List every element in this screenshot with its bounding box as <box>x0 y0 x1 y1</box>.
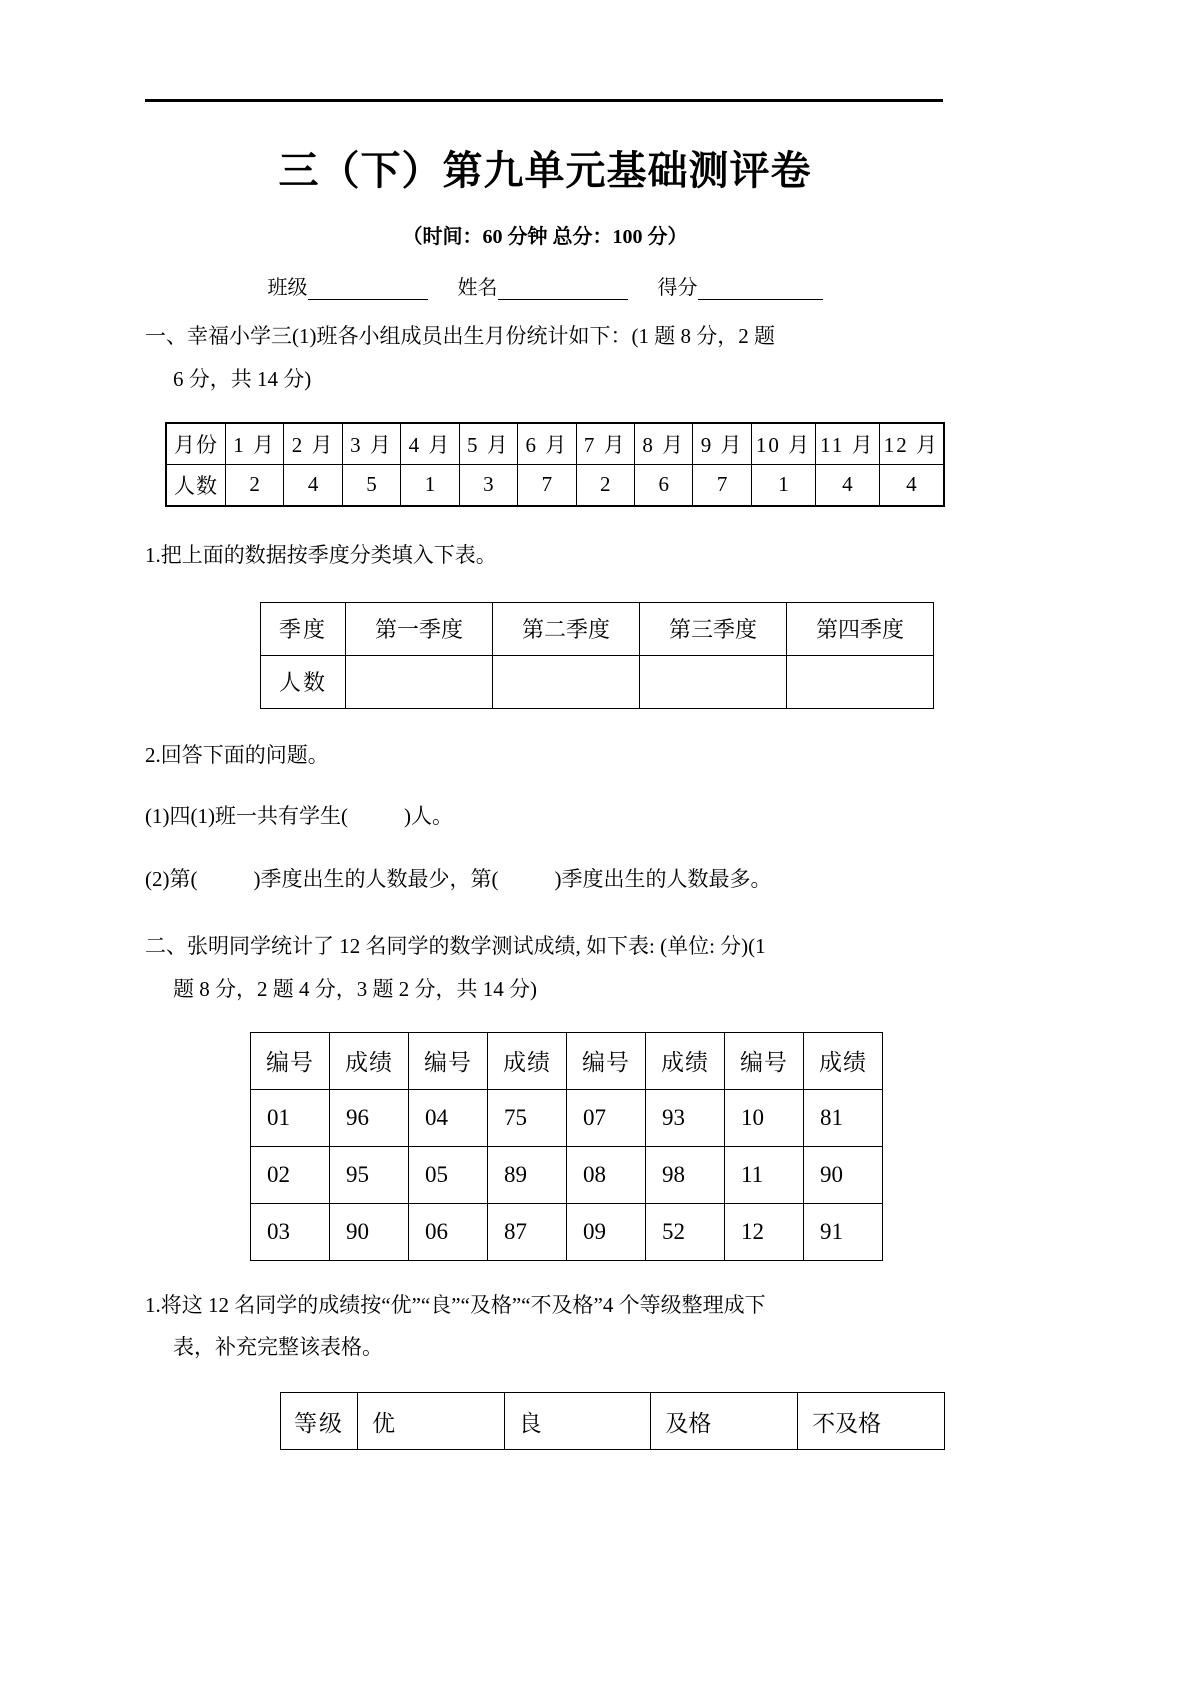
class-input-blank[interactable] <box>308 299 428 300</box>
count-cell: 7 <box>518 464 576 506</box>
class-label: 班级 <box>267 277 308 299</box>
question-2-1-suffix: )人。 <box>403 803 453 828</box>
table-row-counts <box>166 464 944 506</box>
count-cell: 4 <box>879 464 944 506</box>
month-cell: 5 月 <box>459 423 517 465</box>
score-header-cell: 编号 <box>251 1032 330 1089</box>
score-cell: 06 <box>409 1203 488 1260</box>
question-2-2-suffix: )季度出生的人数最多。 <box>554 866 772 891</box>
quarter-fill-table[interactable] <box>260 602 934 709</box>
table-row <box>251 1146 883 1203</box>
table-row <box>251 1089 883 1146</box>
score-cell: 90 <box>804 1146 883 1203</box>
quarter-header-cell: 第二季度 <box>493 602 640 655</box>
month-row-label: 月份 <box>166 423 225 465</box>
page-content <box>145 120 945 1450</box>
question-2-2 <box>145 859 945 900</box>
question-2-1 <box>145 796 945 837</box>
grade-header-cell: 优 <box>357 1393 504 1450</box>
section-two-stem-line-2: 题 8 分，2 题 4 分，3 题 2 分，共 14 分) <box>173 976 537 1001</box>
score-cell: 89 <box>488 1146 567 1203</box>
exam-subtitle: （时间：60 分钟 总分：100 分） <box>402 226 688 248</box>
count-cell: 6 <box>635 464 693 506</box>
count-cell: 2 <box>576 464 634 506</box>
section-two-stem-line-1: 二、张明同学统计了 12 名同学的数学测试成绩, 如下表: (单位: 分)(1 <box>145 933 766 958</box>
score-cell: 04 <box>409 1089 488 1146</box>
month-cell: 7 月 <box>576 423 634 465</box>
score-cell: 91 <box>804 1203 883 1260</box>
count-cell: 2 <box>225 464 283 506</box>
question-2-1-prefix: (1)四(1)班一共有学生( <box>145 803 348 828</box>
quarter-answer-cell[interactable] <box>787 655 934 708</box>
quarter-count-label: 人数 <box>261 655 346 708</box>
score-header-cell: 编号 <box>567 1032 646 1089</box>
month-cell: 6 月 <box>518 423 576 465</box>
month-cell: 11 月 <box>816 423 879 465</box>
month-statistics-table <box>165 422 945 507</box>
section-one-stem-line-1: 一、幸福小学三(1)班各小组成员出生月份统计如下：(1 题 8 分，2 题 <box>145 324 775 348</box>
quarter-header-cell: 第一季度 <box>346 602 493 655</box>
score-header-cell: 成绩 <box>646 1032 725 1089</box>
quarter-header-cell: 第四季度 <box>787 602 934 655</box>
score-cell: 01 <box>251 1089 330 1146</box>
section-two-question-1-line-1: 1.将这 12 名同学的成绩按“优”“良”“及格”“不及格”4 个等级整理成下 <box>145 1292 766 1317</box>
score-cell: 95 <box>330 1146 409 1203</box>
header-rule <box>145 99 943 102</box>
score-cell: 08 <box>567 1146 646 1203</box>
name-input-blank[interactable] <box>498 299 628 300</box>
score-cell: 87 <box>488 1203 567 1260</box>
score-cell: 98 <box>646 1146 725 1203</box>
grade-fill-table[interactable] <box>280 1392 945 1450</box>
count-cell: 1 <box>401 464 459 506</box>
score-cell: 12 <box>725 1203 804 1260</box>
month-cell: 8 月 <box>635 423 693 465</box>
score-input-blank[interactable] <box>698 299 823 300</box>
score-header-cell: 编号 <box>409 1032 488 1089</box>
section-two-question-1-line-2: 表，补充完整该表格。 <box>173 1335 383 1360</box>
score-cell: 05 <box>409 1146 488 1203</box>
score-header-cell: 编号 <box>725 1032 804 1089</box>
month-cell: 2 月 <box>284 423 342 465</box>
score-cell: 52 <box>646 1203 725 1260</box>
score-header-cell: 成绩 <box>330 1032 409 1089</box>
name-label: 姓名 <box>457 277 498 299</box>
month-cell: 9 月 <box>693 423 751 465</box>
month-cell: 10 月 <box>751 423 815 465</box>
score-cell: 90 <box>330 1203 409 1260</box>
month-cell: 3 月 <box>342 423 400 465</box>
score-cell: 02 <box>251 1146 330 1203</box>
count-cell: 3 <box>459 464 517 506</box>
quarter-answer-cell[interactable] <box>640 655 787 708</box>
score-cell: 03 <box>251 1203 330 1260</box>
quarter-answer-cell[interactable] <box>346 655 493 708</box>
score-statistics-table <box>250 1032 883 1261</box>
score-cell: 96 <box>330 1089 409 1146</box>
quarter-header-cell: 第三季度 <box>640 602 787 655</box>
score-cell: 10 <box>725 1089 804 1146</box>
table-row-grade-headers <box>281 1393 945 1450</box>
question-2-2-middle: )季度出生的人数最少，第( <box>253 866 499 891</box>
count-cell: 5 <box>342 464 400 506</box>
month-cell: 1 月 <box>225 423 283 465</box>
count-cell: 7 <box>693 464 751 506</box>
count-cell: 4 <box>284 464 342 506</box>
grade-row-label: 等级 <box>281 1393 358 1450</box>
page-title: 三（下）第九单元基础测评卷 <box>278 148 812 193</box>
quarter-row-label: 季度 <box>261 602 346 655</box>
score-cell: 81 <box>804 1089 883 1146</box>
score-cell: 11 <box>725 1146 804 1203</box>
score-header-cell: 成绩 <box>804 1032 883 1089</box>
table-row-quarter-values <box>261 655 934 708</box>
score-label: 得分 <box>657 277 698 299</box>
score-cell: 07 <box>567 1089 646 1146</box>
section-one-question-2: 2.回答下面的问题。 <box>145 742 329 767</box>
table-row-months <box>166 423 944 465</box>
question-2-2-prefix: (2)第( <box>145 866 198 891</box>
count-row-label: 人数 <box>166 464 225 506</box>
quarter-answer-cell[interactable] <box>493 655 640 708</box>
grade-header-cell: 及格 <box>651 1393 798 1450</box>
month-cell: 12 月 <box>879 423 944 465</box>
score-cell: 09 <box>567 1203 646 1260</box>
grade-header-cell: 良 <box>504 1393 651 1450</box>
table-row-quarter-headers <box>261 602 934 655</box>
section-one-question-1: 1.把上面的数据按季度分类填入下表。 <box>145 542 497 567</box>
count-cell: 4 <box>816 464 879 506</box>
score-header-cell: 成绩 <box>488 1032 567 1089</box>
table-row-score-headers <box>251 1032 883 1089</box>
score-cell: 93 <box>646 1089 725 1146</box>
grade-header-cell: 不及格 <box>798 1393 945 1450</box>
month-cell: 4 月 <box>401 423 459 465</box>
score-cell: 75 <box>488 1089 567 1146</box>
student-info-line <box>145 271 945 300</box>
count-cell: 1 <box>751 464 815 506</box>
table-row <box>251 1203 883 1260</box>
section-one-stem-line-2: 6 分，共 14 分) <box>173 366 312 391</box>
